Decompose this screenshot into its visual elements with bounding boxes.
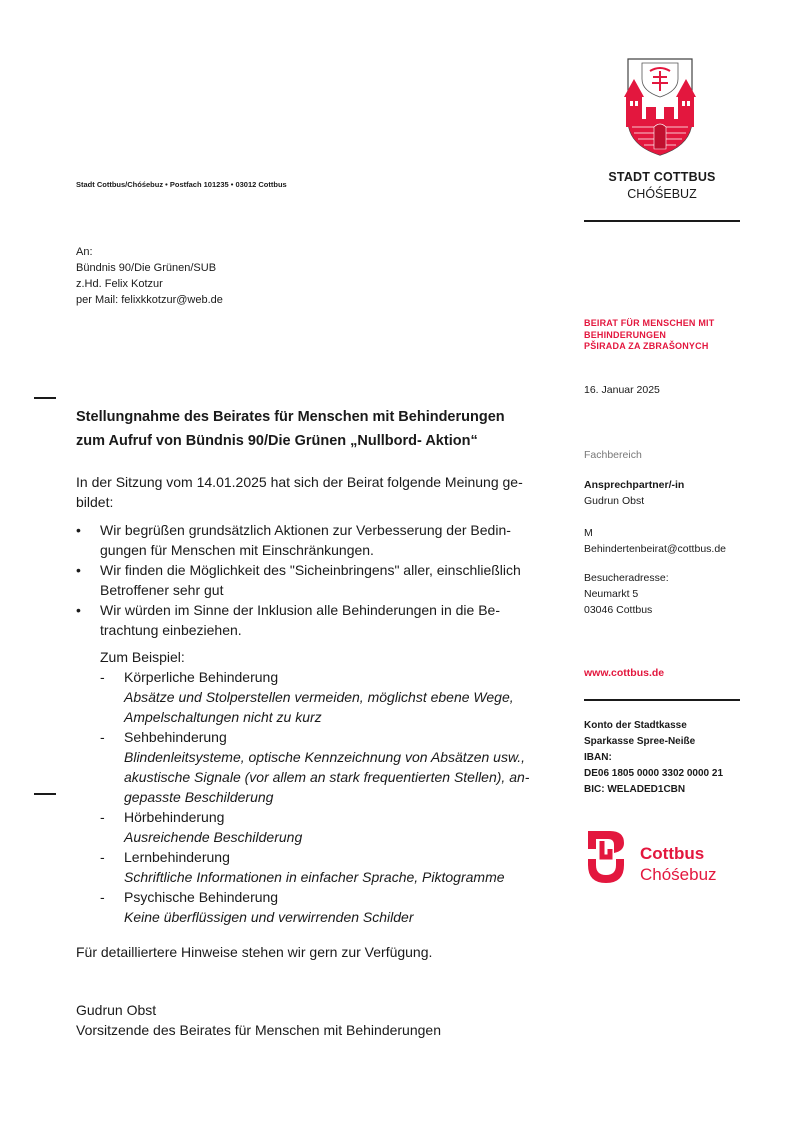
- letter-date: 16. Januar 2025: [584, 384, 660, 396]
- list-item-line: Wir würden im Sinne der Inklusion alle Behinderungen in die Be-: [100, 602, 500, 618]
- bullet-icon: •: [76, 562, 81, 578]
- divider: [584, 220, 740, 222]
- list-item-line: Wir finden die Möglichkeit des "Sicheinbringens" aller, einschließlich: [100, 562, 521, 578]
- city-name-sorbian: CHÓŚEBUZ: [627, 187, 697, 201]
- visitor-city: 03046 Cottbus: [584, 604, 653, 616]
- city-name: STADT COTTBUS: [608, 170, 716, 184]
- closing-sentence: Für detailliertere Hinweise stehen wir gern zur Verfügung.: [76, 944, 433, 960]
- example-desc: Ausreichende Beschilderung: [124, 829, 303, 845]
- bullet-icon: •: [76, 602, 81, 618]
- contact-email-link[interactable]: Behindertenbeirat@cottbus.de: [584, 543, 727, 555]
- example-item: [100, 847, 550, 887]
- list-item-line: Wir begrüßen grundsätzlich Aktionen zur Verbesserung der Bedin-: [100, 522, 511, 538]
- example-item: [100, 727, 550, 807]
- visitor-address-block: [584, 570, 669, 618]
- council-name: [584, 318, 714, 353]
- example-desc: Blindenleitsysteme, optische Kennzeichnung von Absätzen usw.,: [124, 749, 526, 765]
- dash-icon: -: [100, 889, 105, 905]
- fold-mark: [34, 397, 56, 399]
- example-desc: Absätze und Stolperstellen vermeiden, möglichst ebene Wege,: [124, 689, 514, 705]
- dash-icon: -: [100, 809, 105, 825]
- example-item: [100, 667, 550, 727]
- dash-icon: -: [100, 849, 105, 865]
- council-name-line: BEHINDERUNGEN: [584, 329, 667, 340]
- sender-address-line: Stadt Cottbus/Chóśebuz • Postfach 101235 • 03012 Cottbus: [76, 180, 287, 189]
- example-type: Körperliche Behinderung: [124, 669, 279, 685]
- bank-details: [584, 718, 723, 798]
- iban-value: DE06 1805 0000 3302 0000 21: [584, 768, 724, 779]
- example-item: [100, 807, 550, 847]
- department-label: [584, 447, 642, 463]
- recipient-line: z.Hd. Felix Kotzur: [76, 278, 163, 290]
- iban-label: IBAN:: [584, 752, 612, 763]
- example-desc: Schriftliche Informationen in einfacher Sprache, Piktogramme: [124, 869, 505, 885]
- divider: [584, 699, 740, 701]
- cottbus-brand-logo-icon: [584, 827, 630, 885]
- list-item: [76, 600, 548, 640]
- dash-icon: -: [100, 669, 105, 685]
- example-type: Lernbehinderung: [124, 849, 230, 865]
- city-coat-of-arms-icon: [620, 57, 700, 157]
- list-item-line: gungen für Menschen mit Einschränkungen.: [100, 542, 374, 558]
- recipient-line: An:: [76, 246, 93, 258]
- brand-name-sorbian: Chóśebuz: [640, 865, 717, 884]
- council-name-line: BEIRAT FÜR MENSCHEN MIT: [584, 318, 715, 328]
- bank-name: Sparkasse Spree-Neiße: [584, 736, 696, 747]
- signature-role: Vorsitzende des Beirates für Menschen mit Behinderungen: [76, 1022, 441, 1038]
- examples-label: Zum Beispiel:: [100, 649, 185, 665]
- signature-block: [76, 1000, 548, 1040]
- recipient-block: [76, 244, 223, 308]
- example-item: [100, 887, 550, 927]
- example-type: Sehbehinderung: [124, 729, 227, 745]
- bullet-icon: •: [76, 522, 81, 538]
- subject-line: Stellungnahme des Beirates für Menschen mit Behinderungen: [76, 409, 505, 425]
- bank-title: Konto der Stadtkasse: [584, 720, 687, 731]
- mail-label: M: [584, 527, 593, 539]
- intro-paragraph: [76, 472, 548, 640]
- list-item: [76, 520, 548, 560]
- website-link[interactable]: www.cottbus.de: [584, 667, 665, 679]
- list-item: [76, 560, 548, 600]
- brand-name: Cottbus: [640, 844, 705, 863]
- mail-block: [584, 525, 726, 557]
- example-type: Hörbehinderung: [124, 809, 225, 825]
- council-name-line: PŠIRADA ZA ZBRAŠONYCH: [584, 341, 709, 351]
- visitor-address-label: Besucheradresse:: [584, 572, 669, 584]
- department-label-text: Fachbereich: [584, 449, 642, 461]
- letter-subject: [76, 405, 548, 453]
- list-item-line: trachtung einbeziehen.: [100, 622, 242, 638]
- recipient-line: Bündnis 90/Die Grünen/SUB: [76, 262, 217, 274]
- list-item-line: Betroffener sehr gut: [100, 582, 224, 598]
- example-desc: gepasste Beschilderung: [124, 789, 274, 805]
- bic-value: BIC: WELADED1CBN: [584, 784, 686, 795]
- opinion-list: [76, 520, 548, 640]
- example-desc: akustische Signale (vor allem an stark frequentierten Stellen), an-: [124, 769, 530, 785]
- contact-name: Gudrun Obst: [584, 495, 645, 507]
- visitor-street: Neumarkt 5: [584, 588, 639, 600]
- example-desc: Ampelschaltungen nicht zu kurz: [124, 709, 322, 725]
- recipient-email[interactable]: per Mail: felixkkotzur@web.de: [76, 294, 223, 306]
- example-desc: Keine überflüssigen und verwirrenden Schilder: [124, 909, 414, 925]
- intro-line: bildet:: [76, 494, 114, 510]
- example-type: Psychische Behinderung: [124, 889, 279, 905]
- examples-block: [100, 647, 550, 927]
- intro-line: In der Sitzung vom 14.01.2025 hat sich der Beirat folgende Meinung ge-: [76, 474, 523, 490]
- fold-mark: [34, 793, 56, 795]
- subject-line: zum Aufruf von Bündnis 90/Die Grünen „Nullbord- Aktion“: [76, 433, 478, 449]
- contact-label: Ansprechpartner/-in: [584, 479, 685, 491]
- dash-icon: -: [100, 729, 105, 745]
- contact-block: [584, 477, 684, 509]
- signature-name: Gudrun Obst: [76, 1002, 157, 1018]
